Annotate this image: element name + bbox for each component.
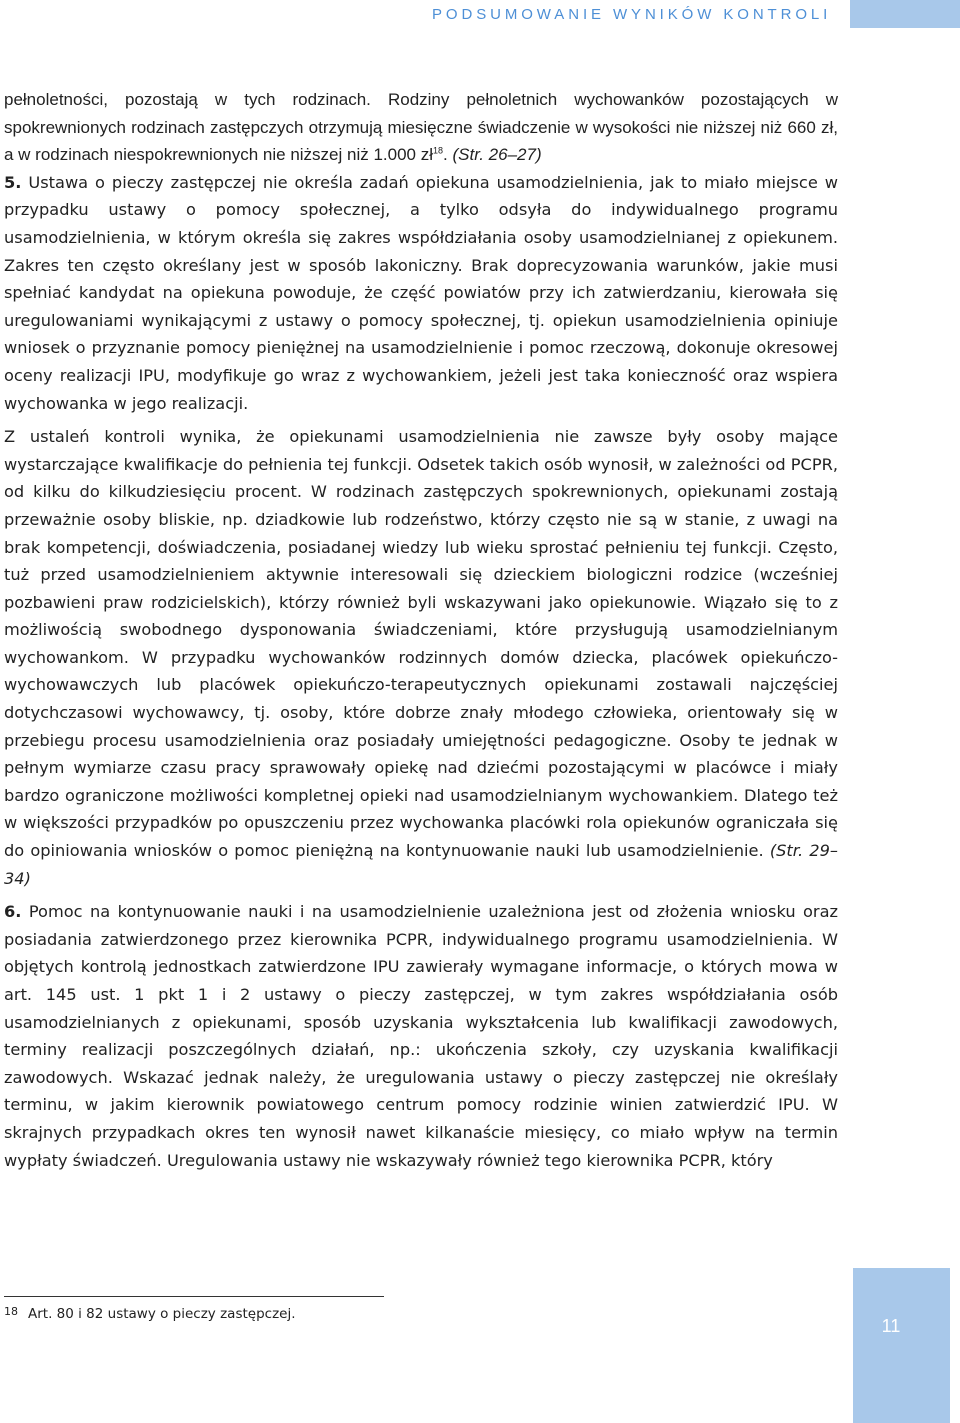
footnote-text: Art. 80 i 82 ustawy o pieczy zastępczej. xyxy=(28,1306,296,1322)
footnote-mark: 18 xyxy=(433,145,444,156)
paragraph-number: 5. xyxy=(4,172,22,192)
header-color-tab xyxy=(850,0,960,28)
paragraph-text: Pomoc na kontynuowanie nauki i na usamodzielnienie uzależniona jest od złożenia wniosku oraz posiadania zatwierdzonego przez kierownika PCPR, indywidualnego programu usamodzielnienia. W objętych kontrolą jednostkach zatwierdzone IPU zawierały wymagane informacje, o których mowa w art. 145 ust. 1 pkt 1 i 2 ustawy o pieczy zastępczej, w tym zakres współdziałania osób usamodzielnianych z opiekunami, sposób uzyskania wykształcenia lub kwalifikacji zawodowych, terminy realizacji poszczególnych działań, np.: ukończenia szkoły, czy uzyskania kwalifikacji zawodowych. Wskazać jednak należy, że uregulowania ustawy o pieczy zastępczej nie określały terminu, w jakim kierownik powiatowego centrum pomocy rodzinie winien zatwierdzić IPU. W skrajnych przypadkach okres ten wynosił nawet kilkanaście miesięcy, co miało wpływ na termin wypłaty świadczeń. Uregulowania ustawy nie wskazywały również tego kierownika PCPR, który xyxy=(4,902,838,1170)
paragraph-continuation xyxy=(4,86,838,169)
page-number: 11 xyxy=(881,1316,901,1336)
footnote-number: 18 xyxy=(4,1305,18,1318)
footnote xyxy=(4,1305,296,1322)
page-reference: (Str. 29–34) xyxy=(4,841,838,888)
paragraph-text: pełnoletności, pozostają w tych rodzinach. Rodziny pełnoletnich wychowanków pozostających w spokrewnionych rodzinach zastępczych otrzymują miesięczne świadczenie w wysokości nie niższej niż 660 zł, a w rodzinach niespokrewnionych nie niższej niż 1.000 zł xyxy=(4,90,838,165)
page-reference: (Str. 26–27) xyxy=(452,145,542,165)
main-text xyxy=(4,86,838,1174)
paragraph-6 xyxy=(4,898,838,1174)
footnote-divider xyxy=(4,1296,384,1297)
paragraph-5-continuation xyxy=(4,423,838,892)
paragraph-text: Ustawa o pieczy zastępczej nie określa zadań opiekuna usamodzielnienia, jak to miało miejsce w przypadku ustawy o pomocy społecznej, a tylko odsyła do indywidualnego programu usamodzielnienia, w którym określa się zakres współdziałania osoby usamodzielnianej z opiekunem. Zakres ten często określany jest w sposób lakoniczny. Brak doprecyzowania warunków, jakie musi spełniać kandydat na opiekuna powoduje, że część powiatów przy ich zatwierdzaniu, kierowała się uregulowaniami wynikającymi z ustawy o pomocy społecznej, tj. opiekun usamodzielnienia opiniuje wniosek o przyznanie pomocy pieniężnej na usamodzielnienie i pomoc rzeczową, dokonuje okresowej oceny realizacji IPU, modyfikuje go wraz z wychowankiem, jeżeli jest taka konieczność oraz wspiera wychowanka w jego realizacji. xyxy=(4,172,838,413)
paragraph-5 xyxy=(4,169,838,417)
paragraph-text: Z ustaleń kontroli wynika, że opiekunami usamodzielnienia nie zawsze były osoby mające wystarczające kwalifikacje do pełnienia tej funkcji. Odsetek takich osób wynosił, w zależności od PCPR, od kilku do kilkudziesięciu procent. W rodzinach zastępczych spokrewnionych, opiekunami zostają przeważnie osoby bliskie, np. dziadkowie lub rodzeństwo, którzy często nie są w stanie, z uwagi na brak kompetencji, doświadczenia, posiadanej wiedzy lub wieku sprostać pełnieniu tej funkcji. Często, tuż przed usamodzielnieniem aktywnie interesowali się dzieckiem biologiczni rodzice (wcześniej pozbawieni praw rodzicielskich), którzy również byli wskazywani jako opiekunowie. Wiązało się to z możliwością swobodnego dysponowania świadczeniami, które przysługują usamodzielnianym wychowankom. W przypadku wychowanków rodzinnych domów dziecka, placówek opiekuńczo-wychowawczych lub placówek opiekuńczo-terapeutycznych opiekunami zostawali najczęściej dotychczasowi wychowawcy, tj. osoby, które dobrze znały młodego człowieka, orientowały się w przebiegu procesu usamodzielnienia oraz posiadały umiejętności pedagogiczne. Osoby te jednak w pełnym wymiarze czasu pracy sprawowały opiekę nad dziećmi pozostającymi w placówce i miały bardzo ograniczone możliwości kompletnej opieki nad usamodzielnianym wychowankiem. Dlatego też w większości przypadków po opuszczeniu przez wychowanka placówki rola opiekunów ograniczała się do opiniowania wniosków o pomoc pieniężną na kontynuowanie nauki lub usamodzielnienie. xyxy=(4,427,838,861)
paragraph-number: 6. xyxy=(4,902,22,922)
page-number-tab xyxy=(853,1268,950,1423)
paragraph-tail: . xyxy=(443,145,453,165)
running-header: PODSUMOWANIE WYNIKÓW KONTROLI xyxy=(432,6,832,23)
